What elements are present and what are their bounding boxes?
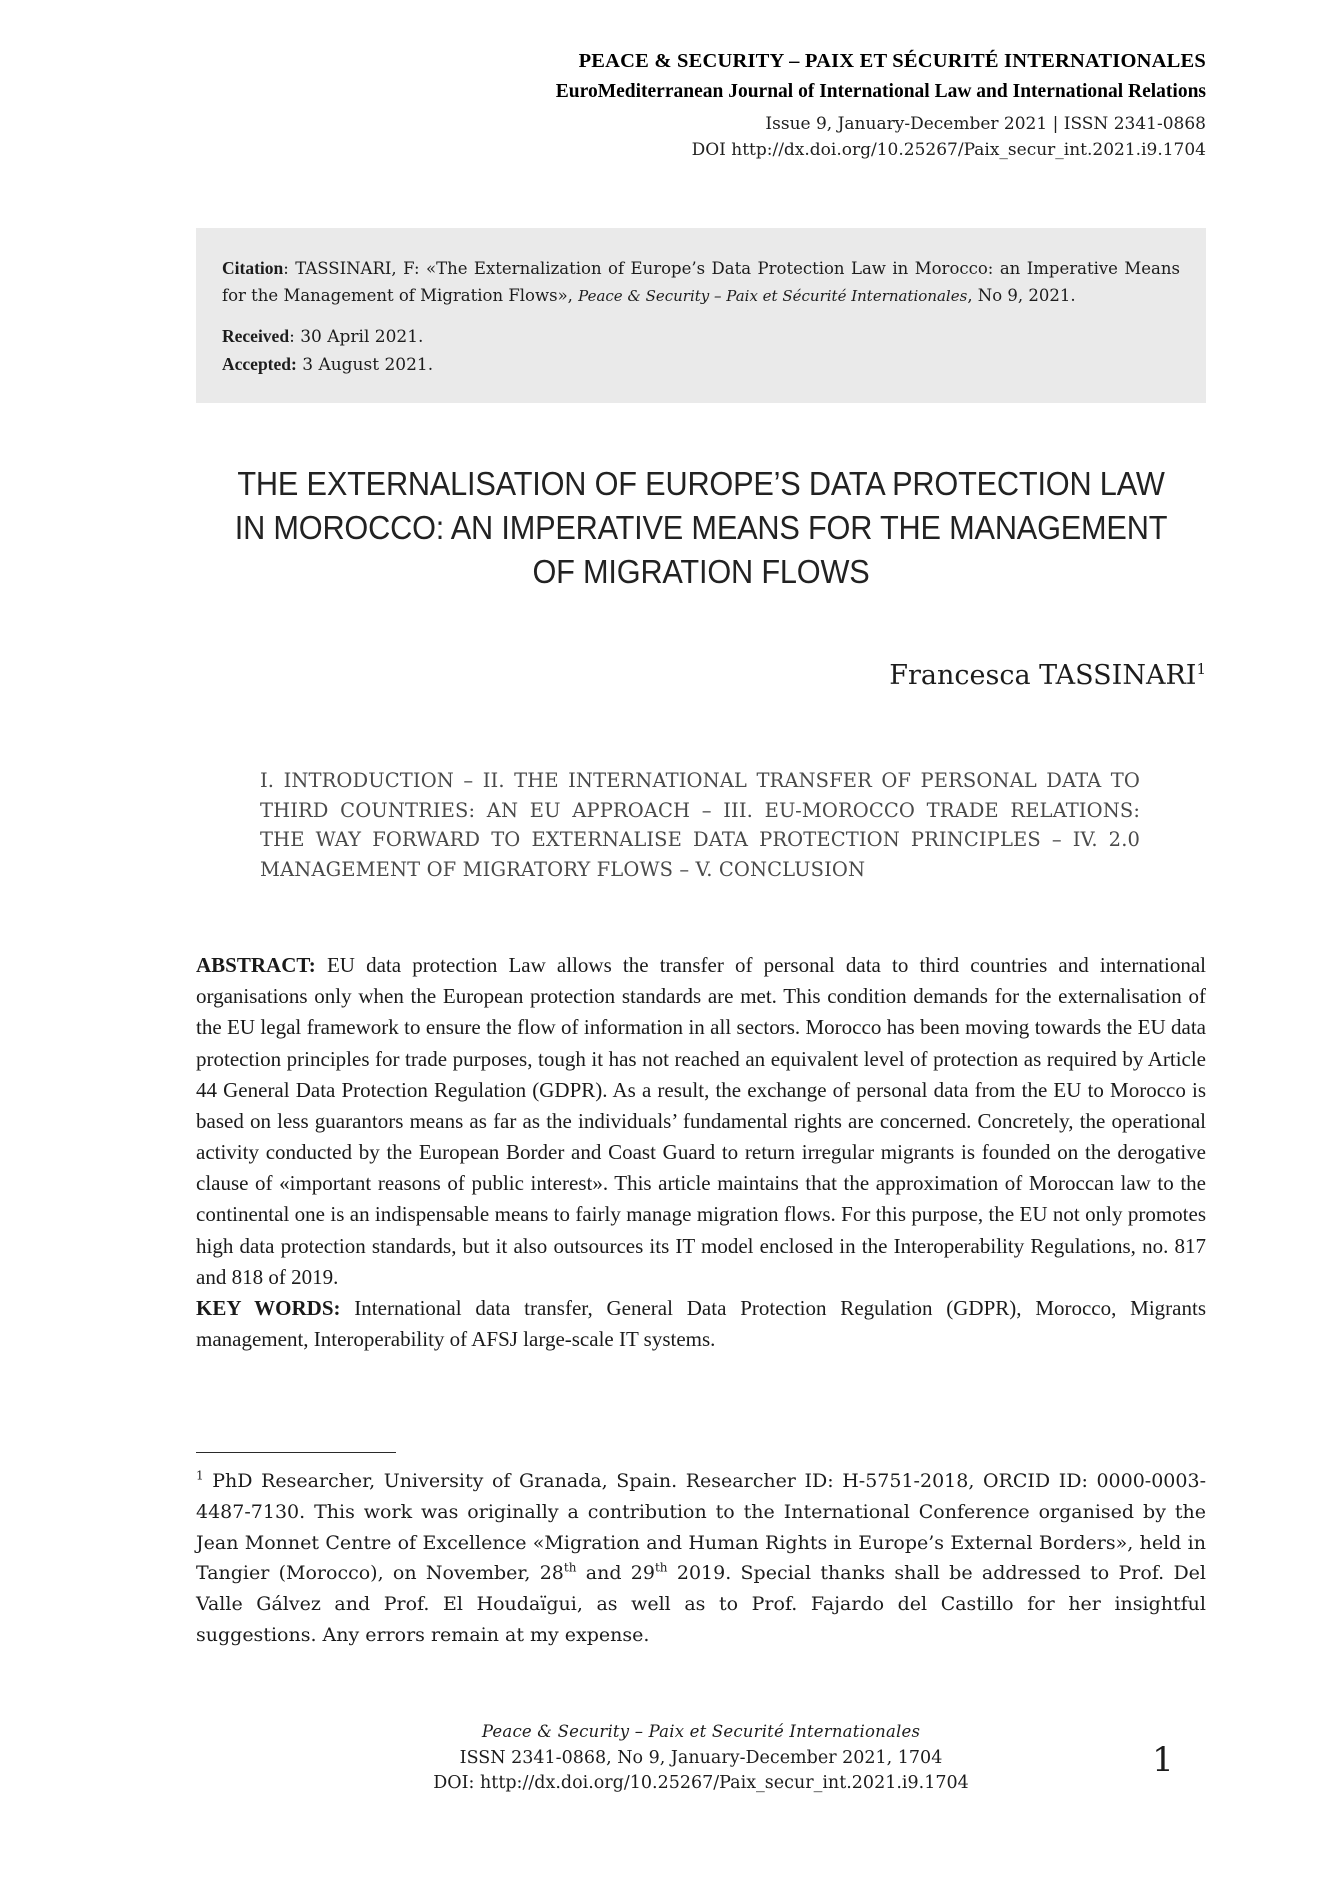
footer-doi-line: DOI: http://dx.doi.org/10.25267/Paix_secur_int.2021.i9.1704	[433, 1773, 969, 1793]
footnote-separator-rule	[196, 1452, 396, 1453]
citation-journal-name: Peace & Security – Paix et Sécurité Internationales	[578, 286, 968, 305]
author-footnote-marker: 1	[1196, 660, 1206, 678]
footnote-ordinal-2: th	[654, 1560, 668, 1575]
accepted-line	[222, 351, 1180, 379]
journal-masthead	[196, 48, 1206, 164]
article-title: THE EXTERNALISATION OF EUROPE’S DATA PROTECTION LAW IN MOROCCO: AN IMPERATIVE MEANS FOR THE MANAGEMENT OF MIGRATION FLOWS	[234, 465, 1168, 590]
accepted-label: Accepted:	[222, 354, 297, 375]
article-summary-toc: I. INTRODUCTION – II. THE INTERNATIONAL TRANSFER OF PERSONAL DATA TO THIRD COUNTRIES: AN EU APPROACH – III. EU-MOROCCO TRADE RELATIONS: THE WAY FORWARD TO EXTERNALISE DATA PROTECTION PRINCIPLES – IV. 2.0 MANAGEMENT OF MIGRATORY FLOWS – V. CONCLUSION	[260, 769, 1140, 881]
citation-tail: , No 9, 2021.	[967, 285, 1076, 305]
page-footer	[196, 1722, 1206, 1793]
footnote-ordinal-1: th	[563, 1560, 577, 1575]
footer-journal-name: Peace & Security – Paix et Securité Internationales	[481, 1722, 921, 1741]
abstract-section	[196, 950, 1206, 1355]
keywords-label: KEY WORDS:	[196, 1295, 341, 1320]
footnote-text-part3: 2019. Special thanks shall be addressed to Prof. Del Valle Gálvez and Prof. El Houdaïgui, as well as to Prof. Fajardo del Castillo for her insightful suggestions. Any errors remain at my expense.	[196, 1562, 1207, 1646]
received-line	[222, 323, 1180, 351]
citation-text	[222, 254, 1180, 309]
footnote-text-part2: and 29	[576, 1562, 655, 1585]
journal-subtitle: EuroMediterranean Journal of International Law and International Relations	[555, 80, 1206, 102]
citation-box	[196, 228, 1206, 403]
citation-body: : TASSINARI, F: «The Externalization of Europe’s Data Protection Law in Morocco: an Imperative Means for the Management of Migration Flows»,	[222, 259, 1180, 305]
abstract-label: ABSTRACT:	[196, 953, 316, 977]
masthead-doi-line: DOI http://dx.doi.org/10.25267/Paix_secur_int.2021.i9.1704	[691, 140, 1206, 161]
footnote-text-part1: PhD Researcher, University of Granada, Spain. Researcher ID: H-5751-2018, ORCID ID: 0000-0003-4487-7130. This work was originally a contribution to the International Conference organised by the Jean Monnet Centre of Excellence «Migration and Human Rights in Europe’s External Borders», held in Tangier (Morocco), on November, 28	[196, 1470, 1206, 1585]
accepted-value: 3 August 2021.	[296, 355, 434, 376]
issue-line: Issue 9, January-December 2021 | ISSN 2341-0868	[765, 113, 1206, 134]
footer-issn-line: ISSN 2341-0868, No 9, January-December 2021, 1704	[459, 1748, 943, 1768]
submission-dates	[222, 323, 1180, 379]
received-value: : 30 April 2021.	[289, 327, 424, 348]
keywords-section	[196, 1293, 1206, 1355]
keywords-body: International data transfer, General Data Protection Regulation (GDPR), Morocco, Migrants management, Interoperability of AFSJ large-scale IT systems.	[196, 1295, 1207, 1352]
received-label: Received	[222, 326, 290, 347]
citation-label: Citation	[222, 258, 284, 278]
article-author	[196, 660, 1206, 691]
page-number: 1	[1152, 1740, 1174, 1780]
footnote-1	[196, 1466, 1206, 1651]
author-name: Francesca TASSINARI	[889, 660, 1197, 691]
footnote-marker: 1	[196, 1468, 204, 1483]
abstract-body: EU data protection Law allows the transfer of personal data to third countries and international organisations only when the European protection standards are met. This condition demands for the externalisation of the EU legal framework to ensure the flow of information in all sectors. Morocco has been moving towards the EU data protection principles for trade purposes, tough it has not reached an equivalent level of protection as required by Article 44 General Data Protection Regulation (GDPR). As a result, the exchange of personal data from the EU to Morocco is based on less guarantors means as far as the individuals’ fundamental rights are concerned. Concretely, the operational activity conducted by the European Border and Coast Guard to return irregular migrants is founded on the derogative clause of «important reasons of public interest». This article maintains that the approximation of Moroccan law to the continental one is an indispensable means to fairly manage migration flows. For this purpose, the EU not only promotes high data protection standards, but it also outsources its IT model enclosed in the Interoperability Regulations, no. 817 and 818 of 2019.	[196, 953, 1206, 1289]
journal-title: PEACE & SECURITY – PAIX ET SÉCURITÉ INTERNATIONALES	[578, 50, 1206, 72]
